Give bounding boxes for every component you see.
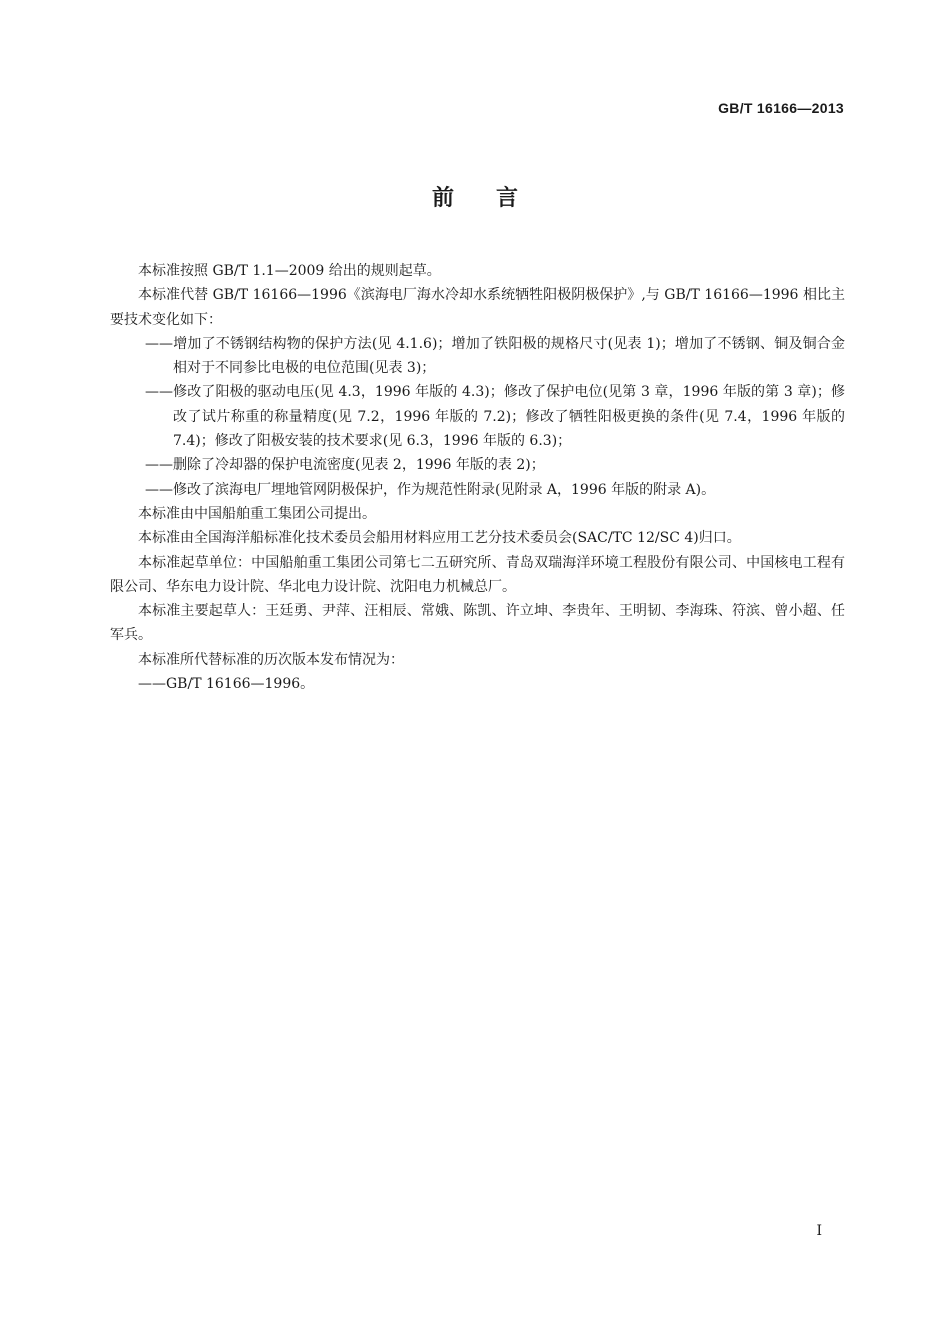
paragraph-replacement: 本标准代替 GB/T 16166—1996《滨海电厂海水冷却水系统牺牲阳极阴极保护》,与 GB/T 16166—1996 相比主要技术变化如下： — [110, 287, 845, 328]
paragraph-committee: 本标准由全国海洋船标准化技术委员会船用材料应用工艺分技术委员会(SAC/TC 12/SC 4)归口。 — [138, 530, 741, 547]
document-body — [110, 259, 845, 696]
paragraph-proposer: 本标准由中国船舶重工集团公司提出。 — [138, 505, 376, 522]
paragraph-drafting-units: 本标准起草单位：中国船舶重工集团公司第七二五研究所、青岛双瑞海洋环境工程股份有限公司、中国核电工程有限公司、华东电力设计院、华北电力设计院、沈阳电力机械总厂。 — [110, 554, 845, 595]
paragraph-history-intro: 本标准所代替标准的历次版本发布情况为： — [138, 651, 404, 668]
paragraph-drafters: 本标准主要起草人：王廷勇、尹萍、汪相辰、常娥、陈凯、许立坤、李贵年、王明韧、李海珠、符滨、曾小超、任军兵。 — [110, 603, 845, 644]
change-item: ——删除了冷却器的保护电流密度(见表 2，1996 年版的表 2)； — [145, 457, 545, 474]
paragraph-drafting-rules: 本标准按照 GB/T 1.1—2009 给出的规则起草。 — [138, 263, 441, 279]
standard-code: GB/T 16166—2013 — [718, 100, 844, 116]
change-item: ——增加了不锈钢结构物的保护方法(见 4.1.6)；增加了铁阳极的规格尺寸(见表 1)；增加了不锈钢、铜及铜合金相对于不同参比电极的电位范围(见表 3)； — [145, 335, 845, 377]
change-item: ——修改了阳极的驱动电压(见 4.3，1996 年版的 4.3)；修改了保护电位(见第 3 章，1996 年版的第 3 章)；修改了试片称重的称量精度(见 7.2，1996 年版的 7.2)；修改了牺牲阳极更换的条件(见 7.4，1996 年版的 7.4)；修改了阳极安装的技术要求(见 6.3，1996 年版的 6.3)； — [145, 384, 845, 450]
page-number: I — [816, 1223, 822, 1239]
page-title: 前言 — [431, 186, 560, 211]
history-item: ——GB/T 16166—1996。 — [138, 676, 315, 693]
change-item: ——修改了滨海电厂埋地管网阴极保护，作为规范性附录(见附录 A，1996 年版的附录 A)。 — [145, 481, 716, 498]
